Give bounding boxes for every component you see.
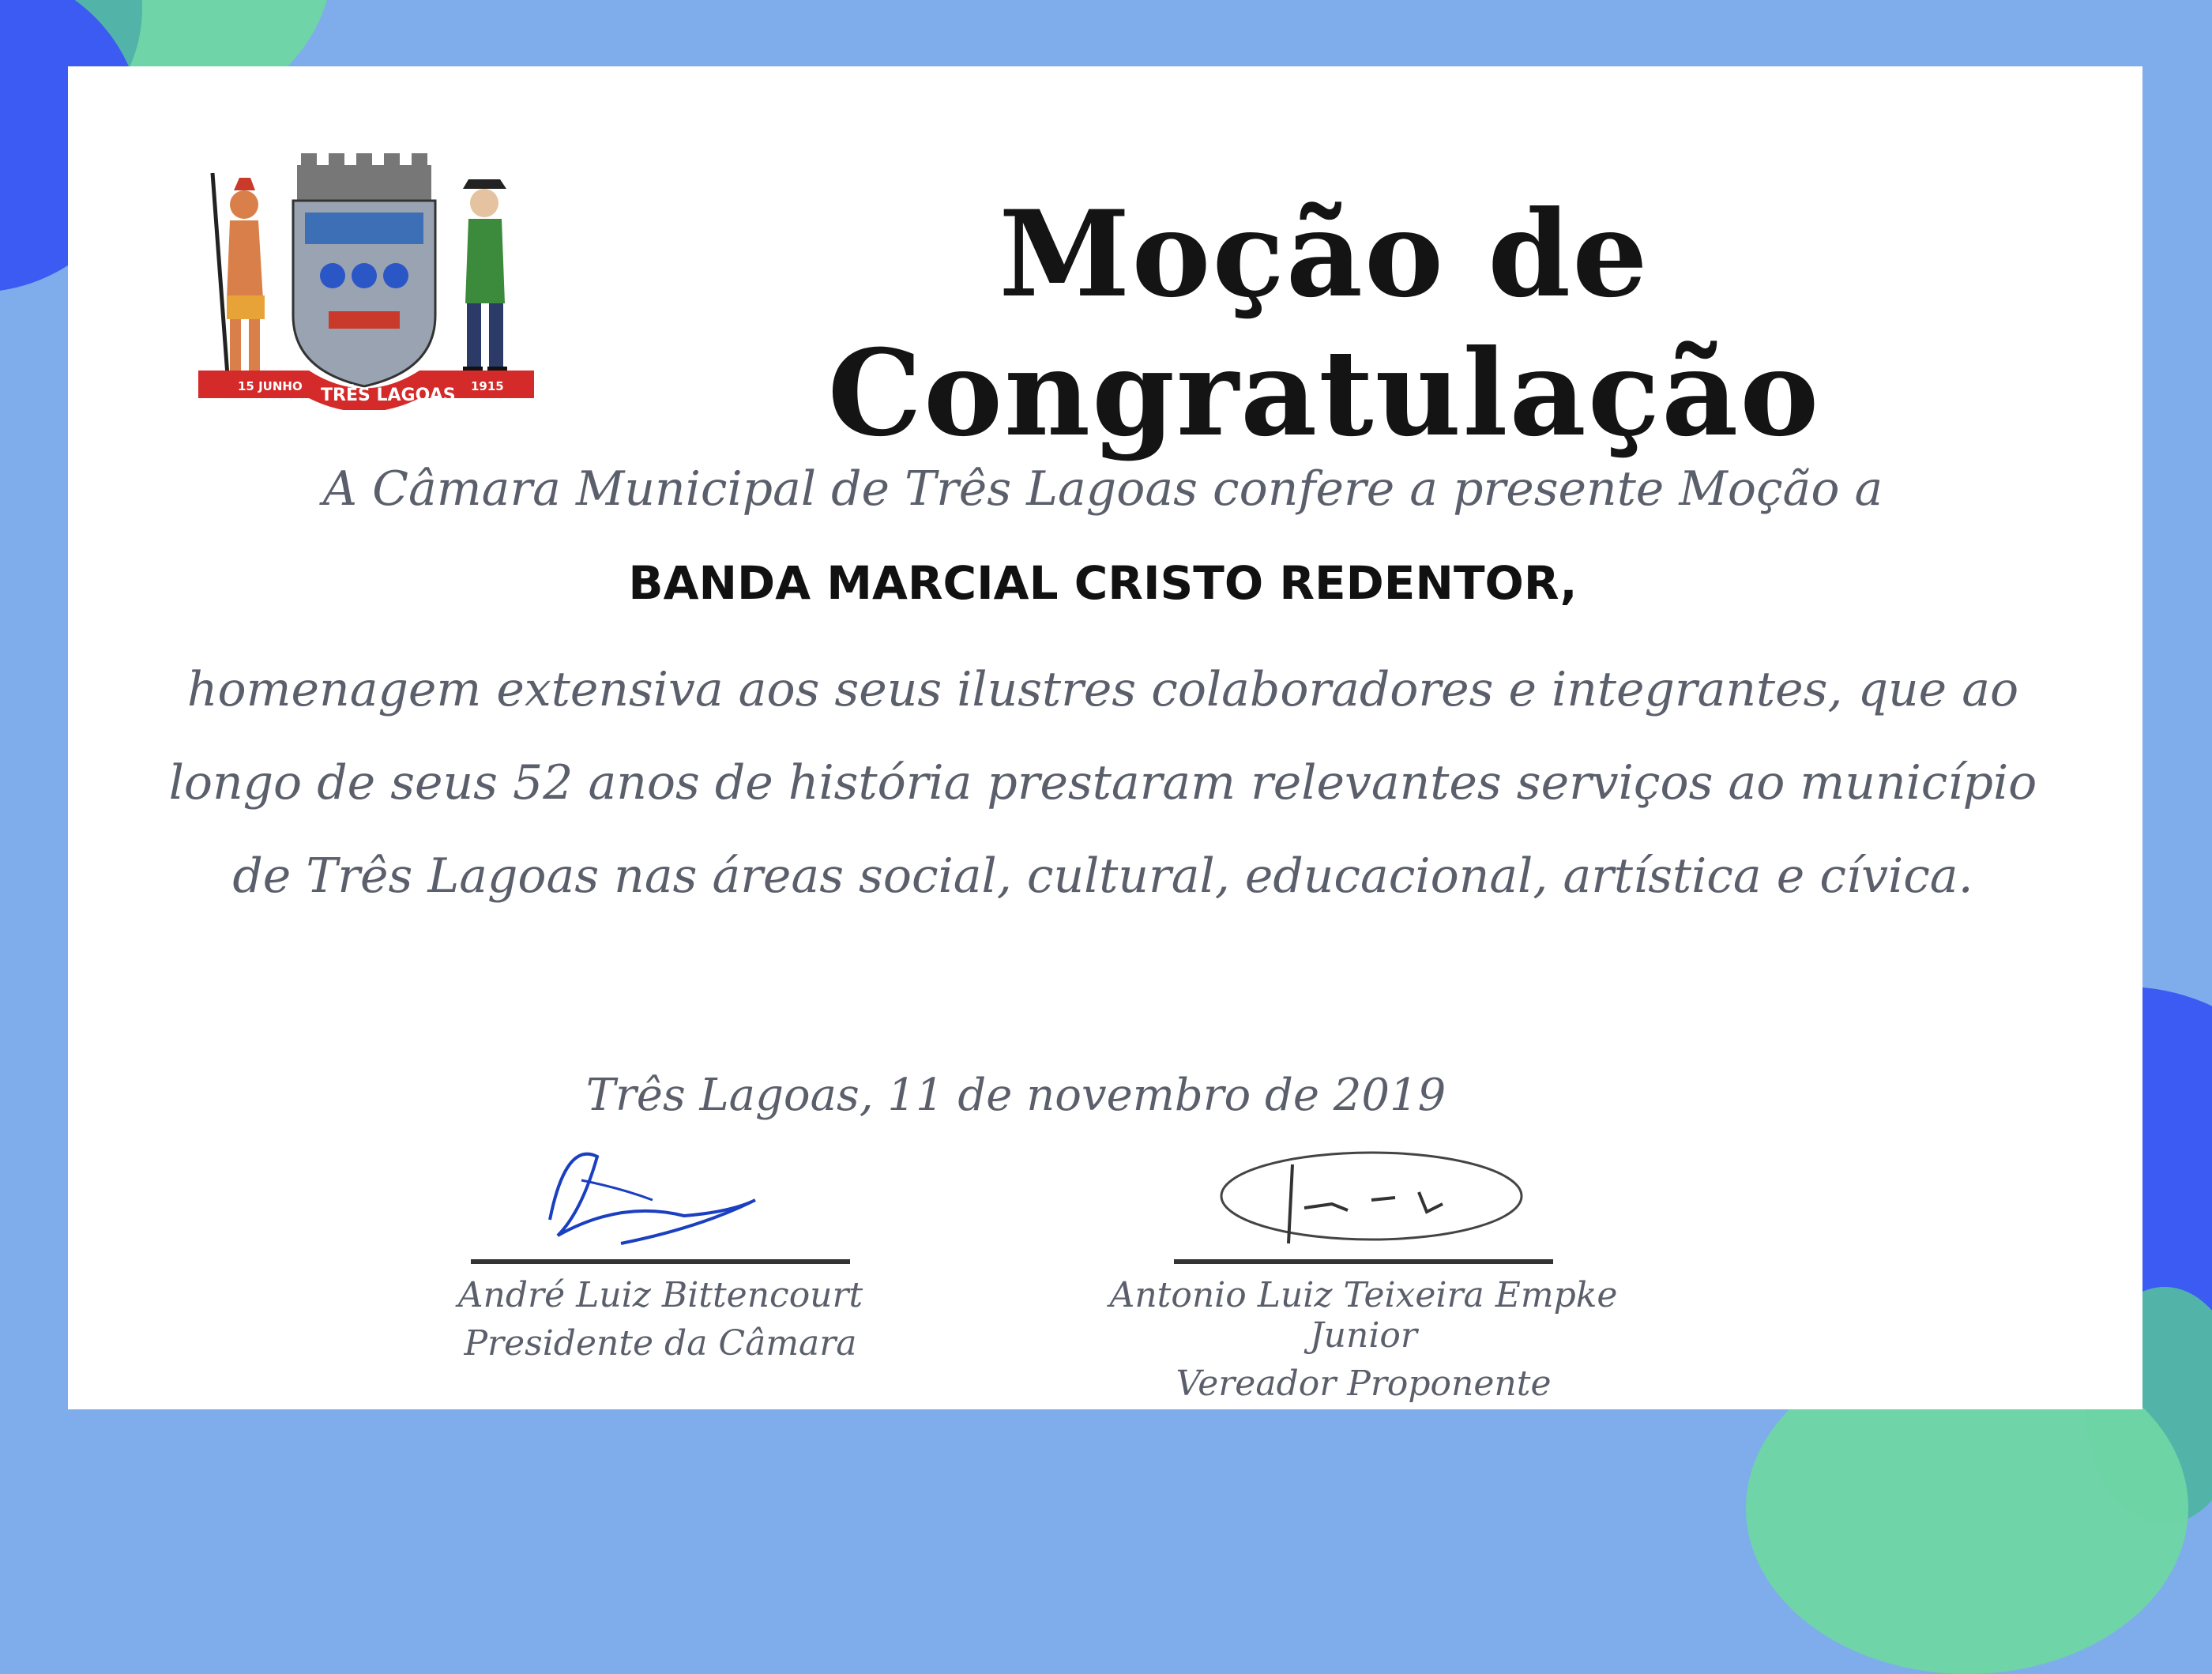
- coat-of-arms-logo: [190, 134, 542, 410]
- signature-block-proponent: [1087, 1125, 1640, 1404]
- svg-text:TRÊS LAGOAS: TRÊS LAGOAS: [321, 386, 456, 405]
- pioneer-figure-icon: [463, 179, 507, 376]
- svg-text:1915: 1915: [471, 379, 504, 393]
- place-date: Três Lagoas, 11 de novembro de 2019: [585, 1070, 1446, 1121]
- signature-line: [471, 1259, 850, 1264]
- intro-line: A Câmara Municipal de Três Lagoas confere a presente Moção a: [322, 461, 1883, 517]
- signature-block-president: [384, 1125, 937, 1364]
- signatory-role: Vereador Proponente: [1176, 1364, 1552, 1404]
- signature-line: [1174, 1259, 1553, 1264]
- signatory-role: Presidente da Câmara: [464, 1323, 857, 1364]
- signatory-name: André Luiz Bittencourt: [457, 1275, 863, 1315]
- indigenous-figure-icon: [213, 173, 265, 386]
- signatory-name: Antonio Luiz Teixeira Empke Junior: [1109, 1275, 1618, 1356]
- svg-text:15 JUNHO: 15 JUNHO: [238, 379, 303, 393]
- honoree-name: BANDA MARCIAL CRISTO REDENTOR,: [628, 556, 1578, 610]
- certificate-title: Moção de Congratulação: [827, 185, 1821, 463]
- signature-scribble-icon: [1087, 1125, 1640, 1259]
- certificate-paragraph: homenagem extensiva aos seus ilustres colaboradores e integrantes, que ao longo de seus 52 anos de história prestaram relevantes serviços ao município de Três Lagoas nas áreas social, cultural, educacional, artística e cívica.: [168, 662, 2037, 904]
- certificate-card: [68, 66, 2142, 1409]
- signature-scribble-icon: [384, 1125, 937, 1259]
- shield-icon: [293, 153, 435, 386]
